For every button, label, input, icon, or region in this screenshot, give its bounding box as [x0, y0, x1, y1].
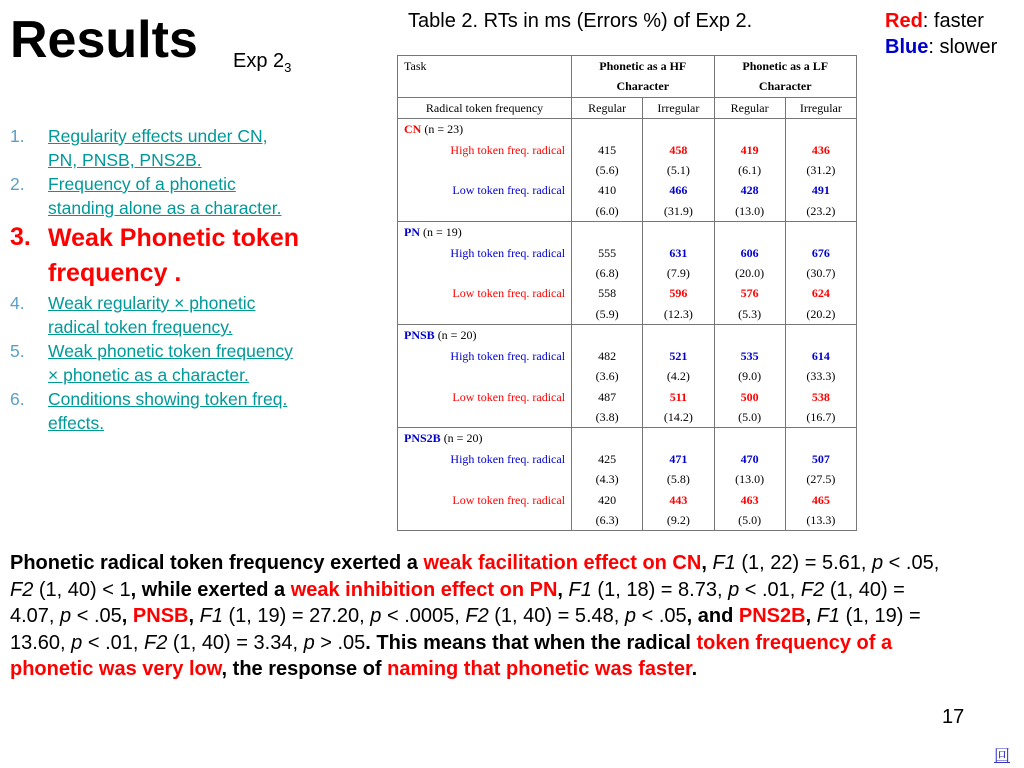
task-header: Task	[398, 56, 572, 77]
para-text: (1, 40) = 3.34,	[167, 631, 304, 654]
rt-value: 491	[785, 180, 856, 200]
lf-header: Phonetic as a LF	[714, 56, 857, 77]
blank-cell	[714, 325, 785, 346]
blank-cell	[398, 510, 572, 531]
hf-header: Phonetic as a HF	[572, 56, 714, 77]
para-text: ,	[557, 578, 569, 601]
error-value: (27.5)	[785, 469, 856, 489]
error-value: (16.7)	[785, 407, 856, 428]
table-caption: Table 2. RTs in ms (Errors %) of Exp 2.	[408, 10, 753, 32]
rt-value: 425	[572, 449, 643, 469]
blank-cell	[398, 160, 572, 180]
row-label: Low token freq. radical	[398, 490, 572, 510]
para-stat: p	[872, 552, 884, 574]
blank-cell	[572, 119, 643, 140]
blank-cell	[398, 366, 572, 386]
blank-cell	[643, 119, 714, 140]
conclusion-paragraph	[10, 550, 940, 683]
item-number: 3.	[10, 223, 31, 251]
group-name: PN	[404, 225, 420, 240]
row-label: Low token freq. radical	[398, 387, 572, 407]
row-label: High token freq. radical	[398, 243, 572, 263]
para-text: (1, 19) = 13.60,	[10, 605, 921, 654]
rt-value: 606	[714, 243, 785, 263]
summary-item	[10, 387, 300, 435]
blank-cell	[785, 222, 856, 243]
summary-link-regularity-token[interactable]: Weak regularity × phonetic radical token frequency.	[48, 293, 256, 337]
group-name: PNS2B	[404, 431, 441, 446]
error-value: (5.1)	[643, 160, 714, 180]
error-value: (5.9)	[572, 304, 643, 325]
legend-blue-word: Blue	[885, 36, 929, 58]
error-value: (23.2)	[785, 201, 856, 222]
para-highlight: naming that phonetic was faster	[387, 658, 692, 680]
error-value: (6.0)	[572, 201, 643, 222]
error-value: (6.1)	[714, 160, 785, 180]
legend-blue-text: : slower	[928, 36, 998, 58]
item-number: 5.	[10, 341, 25, 361]
summary-link-frequency[interactable]: Frequency of a phonetic standing alone as a character.	[48, 174, 282, 218]
row-label: High token freq. radical	[398, 346, 572, 366]
para-text: ,	[701, 552, 713, 574]
para-stat: F1	[199, 605, 223, 627]
para-text: (1, 40) = 4.07,	[10, 578, 905, 627]
para-text: , the response of	[221, 658, 388, 680]
para-text: Phonetic radical token frequency exerted a	[10, 552, 424, 574]
rt-value: 471	[643, 449, 714, 469]
para-text: .	[691, 658, 698, 680]
rt-value: 521	[643, 346, 714, 366]
para-text: ,	[188, 605, 200, 627]
error-value: (9.0)	[714, 366, 785, 386]
error-value: (30.7)	[785, 263, 856, 283]
rt-value: 463	[714, 490, 785, 510]
para-stat: p	[71, 631, 83, 654]
error-value: (20.2)	[785, 304, 856, 325]
rt-value: 415	[572, 140, 643, 160]
para-text: . This means that when the radical	[365, 631, 697, 654]
para-text: , while exerted a	[130, 578, 291, 601]
error-value: (13.3)	[785, 510, 856, 531]
para-stat: p	[303, 631, 315, 654]
para-stat: F2	[800, 578, 825, 601]
para-text: < .05,	[883, 552, 940, 574]
group-n: (n = 20)	[443, 431, 483, 446]
para-stat: F2	[465, 605, 489, 627]
lf-character-header: Character	[714, 76, 857, 97]
blank-cell	[572, 222, 643, 243]
error-value: (4.3)	[572, 469, 643, 489]
para-text: , and	[686, 605, 739, 627]
error-value: (31.2)	[785, 160, 856, 180]
error-value: (7.9)	[643, 263, 714, 283]
para-stat: F1	[712, 552, 736, 574]
group-n: (n = 20)	[437, 328, 477, 343]
blank-cell	[398, 304, 572, 325]
group-name: CN	[404, 122, 422, 137]
rt-value: 555	[572, 243, 643, 263]
regular-header: Regular	[572, 97, 643, 118]
summary-link-regularity[interactable]: Regularity effects under CN, PN, PNSB, PNS2B.	[48, 126, 268, 170]
blank-cell	[572, 428, 643, 449]
para-stat: p	[728, 578, 740, 601]
row-label: High token freq. radical	[398, 449, 572, 469]
group-pnsb	[398, 325, 572, 346]
para-text: ,	[121, 605, 133, 627]
summary-item	[10, 291, 300, 339]
summary-list	[10, 124, 300, 435]
irregular-header: Irregular	[785, 97, 856, 118]
para-text: (1, 19) = 27.20,	[222, 605, 371, 627]
error-value: (5.3)	[714, 304, 785, 325]
back-link[interactable]: 回	[994, 748, 1011, 765]
rt-value: 419	[714, 140, 785, 160]
rt-value: 443	[643, 490, 714, 510]
error-value: (12.3)	[643, 304, 714, 325]
rt-value: 535	[714, 346, 785, 366]
summary-item	[10, 339, 300, 387]
legend-red-word: Red	[885, 10, 923, 32]
group-cn	[398, 119, 572, 140]
para-stat: F2	[144, 631, 168, 654]
para-text: < .01,	[739, 578, 801, 601]
legend-red-text: : faster	[922, 10, 984, 32]
para-stat: p	[624, 605, 637, 627]
para-text: (1, 18) = 8.73,	[591, 578, 729, 601]
item-number: 4.	[10, 293, 25, 313]
group-name: PNSB	[404, 328, 435, 343]
para-highlight: PNS2B	[738, 605, 806, 627]
error-value: (33.3)	[785, 366, 856, 386]
rt-value: 631	[643, 243, 714, 263]
rt-value: 466	[643, 180, 714, 200]
para-stat: F1	[568, 578, 592, 601]
group-n: (n = 23)	[424, 122, 464, 137]
blank-cell	[714, 119, 785, 140]
summary-link-conditions[interactable]: Conditions showing token freq. effects.	[48, 389, 288, 433]
rt-value: 482	[572, 346, 643, 366]
page-title: Results	[10, 11, 198, 69]
error-value: (5.8)	[643, 469, 714, 489]
rt-value: 410	[572, 180, 643, 200]
rt-value: 465	[785, 490, 856, 510]
error-value: (20.0)	[714, 263, 785, 283]
item-number: 1.	[10, 126, 25, 146]
group-pns2b	[398, 428, 572, 449]
blank-cell	[785, 325, 856, 346]
para-text: (1, 40) = 5.48,	[488, 605, 625, 627]
rt-value: 614	[785, 346, 856, 366]
error-value: (3.6)	[572, 366, 643, 386]
rt-value: 511	[643, 387, 714, 407]
color-legend	[885, 8, 997, 60]
rtf-header: Radical token frequency	[398, 97, 572, 118]
error-value: (4.2)	[643, 366, 714, 386]
blank-cell	[714, 222, 785, 243]
para-text: > .05	[314, 631, 366, 654]
error-value: (6.3)	[572, 510, 643, 531]
para-text: < .01,	[82, 631, 145, 654]
row-label: Low token freq. radical	[398, 283, 572, 303]
rt-value: 538	[785, 387, 856, 407]
para-highlight: token frequency of a phonetic was very low	[10, 631, 893, 680]
summary-item	[10, 172, 300, 220]
regular-header: Regular	[714, 97, 785, 118]
rt-value: 487	[572, 387, 643, 407]
para-text: ,	[805, 605, 817, 627]
para-stat: F2	[10, 578, 34, 601]
subtitle-text: Exp 2	[233, 50, 285, 72]
rt-value: 436	[785, 140, 856, 160]
group-n: (n = 19)	[423, 225, 462, 240]
rt-value: 576	[714, 283, 785, 303]
para-stat: p	[370, 605, 382, 627]
summary-item	[10, 124, 300, 172]
blank-cell	[714, 428, 785, 449]
blank-cell	[398, 263, 572, 283]
error-value: (5.6)	[572, 160, 643, 180]
rt-value: 676	[785, 243, 856, 263]
row-label: High token freq. radical	[398, 140, 572, 160]
rt-value: 458	[643, 140, 714, 160]
row-label: Low token freq. radical	[398, 180, 572, 200]
error-value: (6.8)	[572, 263, 643, 283]
para-text: < .0005,	[381, 605, 466, 627]
para-stat: p	[60, 605, 72, 627]
blank-cell	[572, 325, 643, 346]
subtitle-subscript: 3	[284, 60, 292, 75]
error-value: (14.2)	[643, 407, 714, 428]
para-text: < .05	[71, 605, 122, 627]
para-stat: F1	[816, 605, 841, 627]
item-number: 2.	[10, 174, 25, 194]
para-highlight: PNSB	[132, 605, 189, 627]
error-value: (9.2)	[643, 510, 714, 531]
para-text: (1, 40) < 1	[33, 578, 131, 601]
para-highlight: weak facilitation effect on CN	[423, 552, 702, 574]
page-number: 17	[942, 706, 965, 728]
summary-current-text: Weak Phonetic token frequency .	[48, 224, 299, 287]
error-value: (13.0)	[714, 469, 785, 489]
para-highlight: weak inhibition effect on PN	[290, 578, 558, 601]
rt-value: 420	[572, 490, 643, 510]
group-pn	[398, 222, 572, 243]
error-value: (5.0)	[714, 407, 785, 428]
blank-cell	[785, 428, 856, 449]
rt-value: 507	[785, 449, 856, 469]
hf-character-header: Character	[572, 76, 714, 97]
summary-item-current	[10, 220, 300, 291]
rt-value: 500	[714, 387, 785, 407]
rt-table	[397, 55, 857, 531]
rt-value: 428	[714, 180, 785, 200]
error-value: (3.8)	[572, 407, 643, 428]
blank-cell	[785, 119, 856, 140]
blank-cell	[398, 201, 572, 222]
summary-link-token-character[interactable]: Weak phonetic token frequency × phonetic as a character.	[48, 341, 293, 385]
rt-value: 470	[714, 449, 785, 469]
blank-cell	[398, 469, 572, 489]
para-text: (1, 22) = 5.61,	[735, 552, 872, 574]
irregular-header: Irregular	[643, 97, 714, 118]
error-value: (13.0)	[714, 201, 785, 222]
blank-cell	[643, 222, 714, 243]
page-subtitle	[233, 50, 291, 75]
error-value: (31.9)	[643, 201, 714, 222]
blank-cell	[643, 428, 714, 449]
blank-cell	[643, 325, 714, 346]
para-text: < .05	[636, 605, 687, 627]
rt-value: 596	[643, 283, 714, 303]
rt-value: 624	[785, 283, 856, 303]
blank-cell	[398, 407, 572, 428]
item-number: 6.	[10, 389, 25, 409]
blank-cell	[398, 76, 572, 97]
rt-value: 558	[572, 283, 643, 303]
error-value: (5.0)	[714, 510, 785, 531]
